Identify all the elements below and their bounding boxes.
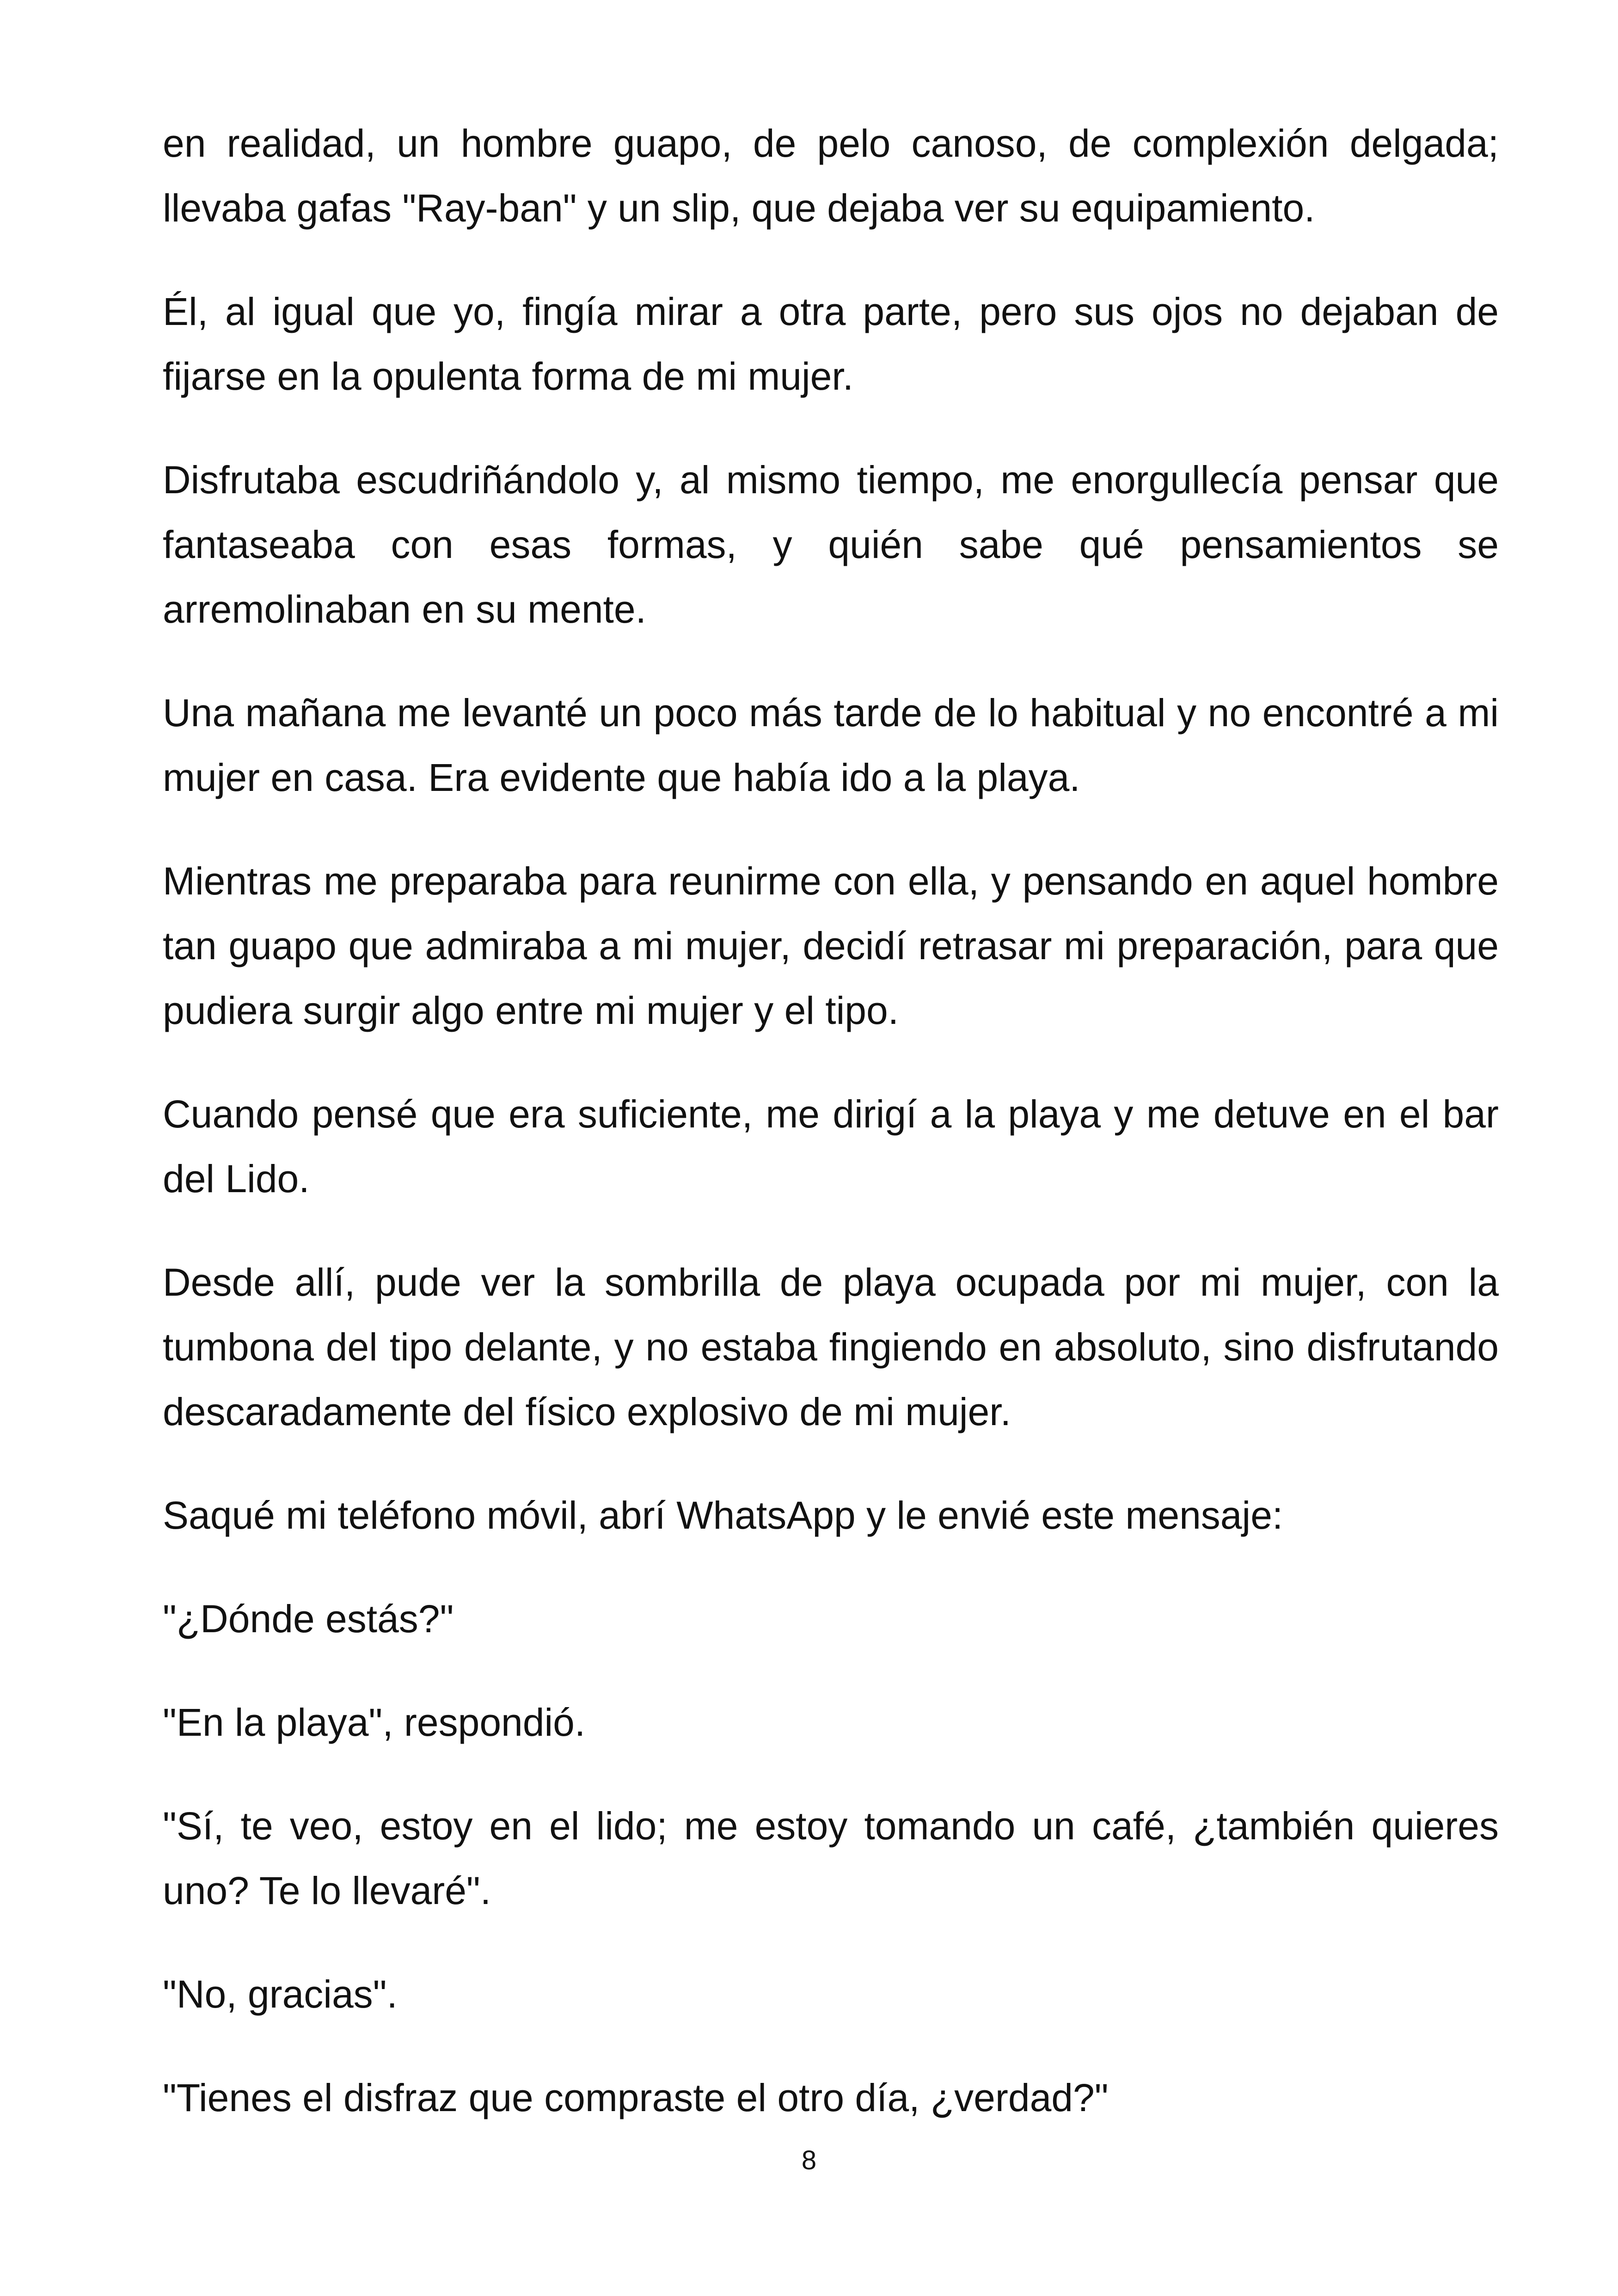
- document-body: [163, 111, 1499, 2169]
- paragraph: Disfrutaba escudriñándolo y, al mismo tiempo, me enorgullecía pensar que fantaseaba con esas formas, y quién sabe qué pensamientos se arremolinaban en su mente.: [163, 458, 1499, 631]
- paragraph: Desde allí, pude ver la sombrilla de playa ocupada por mi mujer, con la tumbona del tipo delante, y no estaba fingiendo en absoluto, sino disfrutando descaradamente del físico explosivo de mi mujer.: [163, 1261, 1499, 1433]
- paragraph: Una mañana me levanté un poco más tarde de lo habitual y no encontré a mi mujer en casa. Era evidente que había ido a la playa.: [163, 691, 1499, 799]
- paragraph: Cuando pensé que era suficiente, me dirigí a la playa y me detuve en el bar del Lido.: [163, 1092, 1499, 1200]
- dialogue-line: "Sí, te veo, estoy en el lido; me estoy tomando un café, ¿también quieres uno? Te lo llevaré".: [163, 1804, 1499, 1912]
- page-number: 8: [801, 2145, 817, 2175]
- paragraph: en realidad, un hombre guapo, de pelo canoso, de complexión delgada; llevaba gafas "Ray-ban" y un slip, que dejaba ver su equipamiento.: [163, 122, 1499, 230]
- paragraph: Saqué mi teléfono móvil, abrí WhatsApp y le envié este mensaje:: [163, 1494, 1283, 1537]
- dialogue-line: "En la playa", respondió.: [163, 1701, 586, 1744]
- dialogue-line: "Tienes el disfraz que compraste el otro día, ¿verdad?": [163, 2076, 1109, 2119]
- paragraph: Mientras me preparaba para reunirme con ella, y pensando en aquel hombre tan guapo que admiraba a mi mujer, decidí retrasar mi preparación, para que pudiera surgir algo entre mi mujer y el tipo.: [163, 859, 1499, 1032]
- dialogue-line: "¿Dónde estás?": [163, 1597, 454, 1641]
- dialogue-line: "No, gracias".: [163, 1972, 398, 2016]
- paragraph: Él, al igual que yo, fingía mirar a otra parte, pero sus ojos no dejaban de fijarse en la opulenta forma de mi mujer.: [163, 290, 1499, 398]
